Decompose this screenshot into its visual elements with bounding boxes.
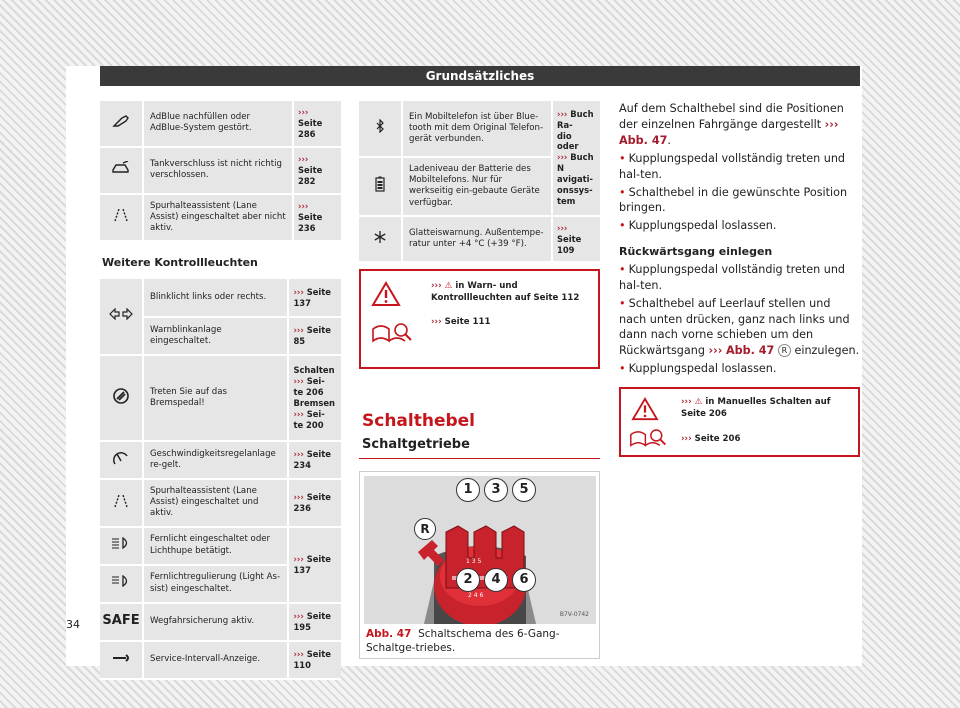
warning-box <box>359 269 600 369</box>
list-item: • Kupplungspedal vollständig treten und hal-ten. <box>619 151 846 181</box>
high-beam-icon <box>100 527 143 565</box>
gear-label-6: 6 <box>512 568 536 592</box>
gear-label-1: 1 <box>456 478 480 502</box>
lane-assist-icon <box>100 194 143 242</box>
gear-label-3: 3 <box>484 478 508 502</box>
section-subheading: Rückwärtsgang einlegen <box>619 245 773 259</box>
list-item: • Kupplungspedal loslassen. <box>619 362 777 376</box>
warning-triangle-icon <box>371 281 401 307</box>
divider <box>359 458 600 459</box>
gear-label-R: R <box>414 518 436 540</box>
gear-knob-image <box>364 476 596 624</box>
knob-gears-bottom: 2 4 6 <box>468 592 484 600</box>
table-row: SAFE Wegfahrsicherung aktiv. ››› Seite 195 <box>100 603 341 641</box>
table-row: Treten Sie auf das Bremspedal! Schalten ››› Sei- te 206 Bremsen ››› Sei- te 200 <box>100 355 341 441</box>
table-row: AdBlue nachfüllen oder AdBlue-System gestört. ››› Seite 286 <box>100 101 341 147</box>
table-row: Blinklicht links oder rechts. ››› Seite 137 <box>100 279 341 317</box>
column-1 <box>100 101 341 680</box>
turn-signal-icon <box>100 279 143 355</box>
link-manual-shifting[interactable]: ››› ⚠ in Manuelles Schalten auf Seite 206 <box>681 397 831 419</box>
snowflake-icon <box>359 216 402 263</box>
table-row: Tankverschluss ist nicht richtig verschlossen. ››› Seite 282 <box>100 147 341 194</box>
gear-label-5: 5 <box>512 478 536 502</box>
gear-label-2: 2 <box>456 568 480 592</box>
indicator-table-top <box>100 101 341 242</box>
link-page-111[interactable]: ››› Seite 111 <box>431 316 491 327</box>
knob-gears-top: 1 3 5 <box>466 558 482 566</box>
table-row: Ein Mobiltelefon ist über Blue-tooth mit dem Original Telefon-gerät verbunden. ››› Buch Ra- dio oder ››› Buch N avigati- onssys- tem <box>359 101 600 157</box>
adblue-icon <box>100 101 143 147</box>
table-row: Spurhalteassistent (Lane Assist) eingeschaltet und aktiv. ››› Seite 236 <box>100 479 341 527</box>
table-row: Ladeniveau der Batterie des Mobiltelefons. Nur für werkseitig ein-gebaute Geräte verfügbar. <box>359 157 600 216</box>
figure-gear-pattern <box>359 471 600 659</box>
figure-caption: Abb. 47 Schaltschema des 6-Gang-Schaltge-triebes. <box>366 628 560 655</box>
gear-label-4: 4 <box>484 568 508 592</box>
link-page-206[interactable]: ››› Seite 206 <box>681 434 741 445</box>
table-row: Warnblinkanlage eingeschaltet. ››› Seite 85 <box>100 317 341 355</box>
column-2 <box>359 101 600 659</box>
table-row: Geschwindigkeitsregelanlage re-gelt. ››› Seite 234 <box>100 441 341 479</box>
table-row: Spurhalteassistent (Lane Assist) eingeschaltet aber nicht aktiv. ››› Seite 236 <box>100 194 341 242</box>
section-heading: Schalthebel <box>362 411 476 432</box>
book-magnifier-icon <box>371 321 415 349</box>
column-3 <box>619 101 860 457</box>
list-item: • Schalthebel auf Leerlauf stellen und nach unten drücken, ganz nach links und dann nach vorne schieben um den Rückwärtsgang ››› Abb. 47 R einzulegen. <box>619 296 860 358</box>
high-beam-regulation-icon <box>100 565 143 603</box>
warning-box <box>619 387 860 457</box>
intro-text: Auf dem Schalthebel sind die Positionen der einzelnen Fahrgänge dargestellt ››› Abb. 47. <box>619 102 844 147</box>
table-row: Fernlicht eingeschaltet oder Lichthupe betätigt. ››› Seite 137 <box>100 527 341 565</box>
cruise-control-icon <box>100 441 143 479</box>
brake-pedal-icon <box>100 355 143 441</box>
fuel-cap-icon <box>100 147 143 194</box>
table-row: Fernlichtregulierung (Light As-sist) eingeschaltet. <box>100 565 341 603</box>
link-warn-lights[interactable]: ››› ⚠ in Warn- und Kontrollleuchten auf Seite 112 <box>431 281 580 304</box>
list-item: • Kupplungspedal loslassen. <box>619 219 777 233</box>
list-item: • Schalthebel in die gewünschte Position bringen. <box>619 185 848 215</box>
bluetooth-icon <box>359 101 402 157</box>
lane-assist-active-icon <box>100 479 143 527</box>
page-header: Grundsätzliches <box>100 66 860 86</box>
figure-link[interactable]: Abb. 47 <box>725 344 775 358</box>
indicator-table-main <box>100 279 341 680</box>
figure-code: B7V-0742 <box>559 611 589 619</box>
figure-link[interactable]: Abb. 47 <box>619 133 668 147</box>
list-item: • Kupplungspedal vollständig treten und hal-ten. <box>619 262 846 292</box>
reverse-gear-badge: R <box>778 344 791 357</box>
table-row: Glatteiswarnung. Außentempe-ratur unter +4 °C (+39 °F). ››› Seite 109 <box>359 216 600 263</box>
wrench-icon <box>100 641 143 679</box>
book-magnifier-icon <box>629 427 669 453</box>
safe-icon: SAFE <box>100 603 143 641</box>
warning-triangle-icon <box>631 397 659 421</box>
indicator-table-col2 <box>359 101 600 263</box>
table-row: Service-Intervall-Anzeige. ››› Seite 110 <box>100 641 341 679</box>
battery-icon <box>359 157 402 216</box>
page-number: 34 <box>66 618 80 631</box>
section-subheading: Schaltgetriebe <box>362 437 470 453</box>
section-subheading: Weitere Kontrollleuchten <box>102 256 258 270</box>
